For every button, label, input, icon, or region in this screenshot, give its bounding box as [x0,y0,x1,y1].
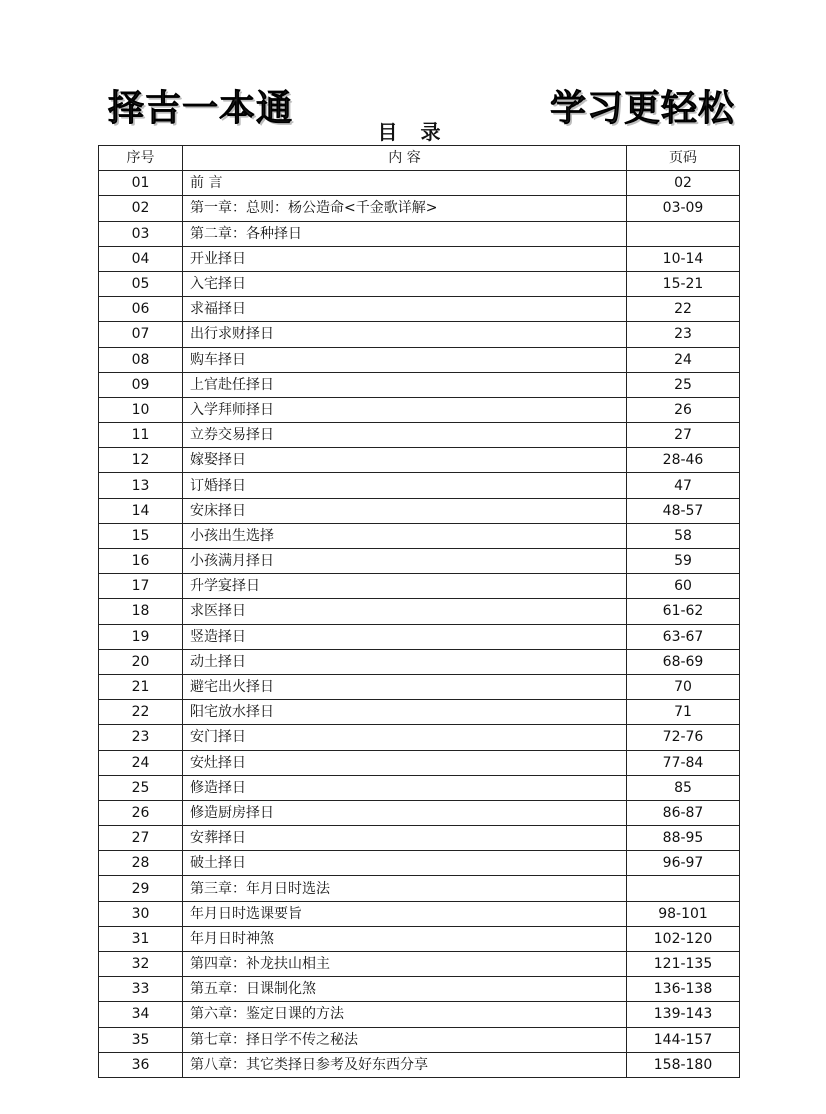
table-row [99,549,740,574]
table-row [99,826,740,851]
table-row [99,775,740,800]
row-content: 购车择日 [183,347,627,372]
row-number: 12 [99,448,183,473]
row-content: 修造厨房择日 [183,800,627,825]
row-content: 第五章：日课制化煞 [183,977,627,1002]
row-number: 11 [99,423,183,448]
row-page: 85 [627,775,740,800]
table-row [99,423,740,448]
row-page: 15-21 [627,271,740,296]
table-row [99,851,740,876]
table-row [99,574,740,599]
row-number: 36 [99,1052,183,1077]
row-content: 竖造择日 [183,624,627,649]
row-page: 98-101 [627,901,740,926]
row-number: 05 [99,271,183,296]
row-number: 04 [99,246,183,271]
row-page [627,221,740,246]
row-number: 21 [99,674,183,699]
row-content: 小孩出生选择 [183,523,627,548]
row-content: 立券交易择日 [183,423,627,448]
row-content: 开业择日 [183,246,627,271]
toc-body [99,171,740,1078]
row-content: 避宅出火择日 [183,674,627,699]
row-number: 25 [99,775,183,800]
row-page: 121-135 [627,952,740,977]
table-row [99,473,740,498]
table-row [99,498,740,523]
row-content: 升学宴择日 [183,574,627,599]
table-row [99,952,740,977]
row-page: 61-62 [627,599,740,624]
row-page: 60 [627,574,740,599]
row-number: 13 [99,473,183,498]
row-number: 23 [99,725,183,750]
table-row [99,322,740,347]
row-number: 02 [99,196,183,221]
row-content: 第三章：年月日时选法 [183,876,627,901]
table-row [99,901,740,926]
row-number: 09 [99,372,183,397]
table-row [99,876,740,901]
table-row [99,725,740,750]
table-row [99,347,740,372]
row-content: 小孩满月择日 [183,549,627,574]
table-row [99,800,740,825]
toc-heading: 目 录 [377,120,449,144]
row-page: 70 [627,674,740,699]
row-number: 17 [99,574,183,599]
row-number: 16 [99,549,183,574]
row-page: 02 [627,171,740,196]
row-content: 破土择日 [183,851,627,876]
row-content: 嫁娶择日 [183,448,627,473]
row-number: 32 [99,952,183,977]
row-number: 28 [99,851,183,876]
table-row [99,599,740,624]
row-page: 48-57 [627,498,740,523]
row-content: 年月日时神煞 [183,926,627,951]
header-title-right: 学习更轻松 [550,88,736,129]
table-row [99,700,740,725]
row-page: 88-95 [627,826,740,851]
row-number: 31 [99,926,183,951]
table-row [99,1002,740,1027]
toc-header-row [99,146,740,171]
table-row [99,221,740,246]
column-header-page: 页码 [627,146,740,171]
row-page [627,876,740,901]
row-page: 102-120 [627,926,740,951]
table-row [99,397,740,422]
row-number: 22 [99,700,183,725]
row-page: 03-09 [627,196,740,221]
row-page: 71 [627,700,740,725]
row-content: 入宅择日 [183,271,627,296]
row-content: 安灶择日 [183,750,627,775]
row-page: 26 [627,397,740,422]
row-number: 29 [99,876,183,901]
table-row [99,448,740,473]
table-row [99,372,740,397]
row-number: 34 [99,1002,183,1027]
row-page: 136-138 [627,977,740,1002]
row-content: 第七章：择日学不传之秘法 [183,1027,627,1052]
toc-table [98,145,740,1078]
row-number: 30 [99,901,183,926]
row-number: 26 [99,800,183,825]
row-content: 第一章：总则：杨公造命<千金歌详解> [183,196,627,221]
row-content: 上官赴任择日 [183,372,627,397]
row-number: 35 [99,1027,183,1052]
row-number: 07 [99,322,183,347]
row-page: 23 [627,322,740,347]
row-page: 72-76 [627,725,740,750]
header-title-left: 择吉一本通 [108,88,294,129]
row-page: 10-14 [627,246,740,271]
row-content: 第四章：补龙扶山相主 [183,952,627,977]
table-row [99,674,740,699]
row-page: 47 [627,473,740,498]
row-page: 28-46 [627,448,740,473]
table-row [99,271,740,296]
row-number: 10 [99,397,183,422]
row-content: 前 言 [183,171,627,196]
row-content: 求福择日 [183,297,627,322]
table-row [99,624,740,649]
row-page: 58 [627,523,740,548]
row-number: 01 [99,171,183,196]
row-content: 安床择日 [183,498,627,523]
row-page: 139-143 [627,1002,740,1027]
row-page: 22 [627,297,740,322]
row-content: 第二章：各种择日 [183,221,627,246]
row-number: 20 [99,649,183,674]
row-number: 33 [99,977,183,1002]
row-number: 27 [99,826,183,851]
row-page: 96-97 [627,851,740,876]
row-content: 安葬择日 [183,826,627,851]
row-content: 第六章：鉴定日课的方法 [183,1002,627,1027]
row-number: 24 [99,750,183,775]
row-content: 求医择日 [183,599,627,624]
row-page: 63-67 [627,624,740,649]
table-row [99,196,740,221]
row-number: 19 [99,624,183,649]
row-content: 阳宅放水择日 [183,700,627,725]
row-number: 06 [99,297,183,322]
table-row [99,1027,740,1052]
column-header-content: 内 容 [183,146,627,171]
row-number: 08 [99,347,183,372]
table-row [99,297,740,322]
row-content: 安门择日 [183,725,627,750]
row-number: 18 [99,599,183,624]
row-page: 86-87 [627,800,740,825]
table-row [99,246,740,271]
column-header-number: 序号 [99,146,183,171]
row-content: 第八章：其它类择日参考及好东西分享 [183,1052,627,1077]
row-page: 59 [627,549,740,574]
row-page: 68-69 [627,649,740,674]
table-row [99,523,740,548]
row-page: 144-157 [627,1027,740,1052]
row-number: 03 [99,221,183,246]
row-content: 入学拜师择日 [183,397,627,422]
table-row [99,977,740,1002]
row-page: 25 [627,372,740,397]
table-row [99,171,740,196]
row-page: 158-180 [627,1052,740,1077]
table-row [99,1052,740,1077]
row-number: 15 [99,523,183,548]
row-page: 27 [627,423,740,448]
row-number: 14 [99,498,183,523]
row-page: 24 [627,347,740,372]
table-row [99,926,740,951]
row-content: 订婚择日 [183,473,627,498]
table-row [99,649,740,674]
row-content: 修造择日 [183,775,627,800]
row-content: 出行求财择日 [183,322,627,347]
row-content: 年月日时选课要旨 [183,901,627,926]
row-page: 77-84 [627,750,740,775]
table-row [99,750,740,775]
row-content: 动土择日 [183,649,627,674]
